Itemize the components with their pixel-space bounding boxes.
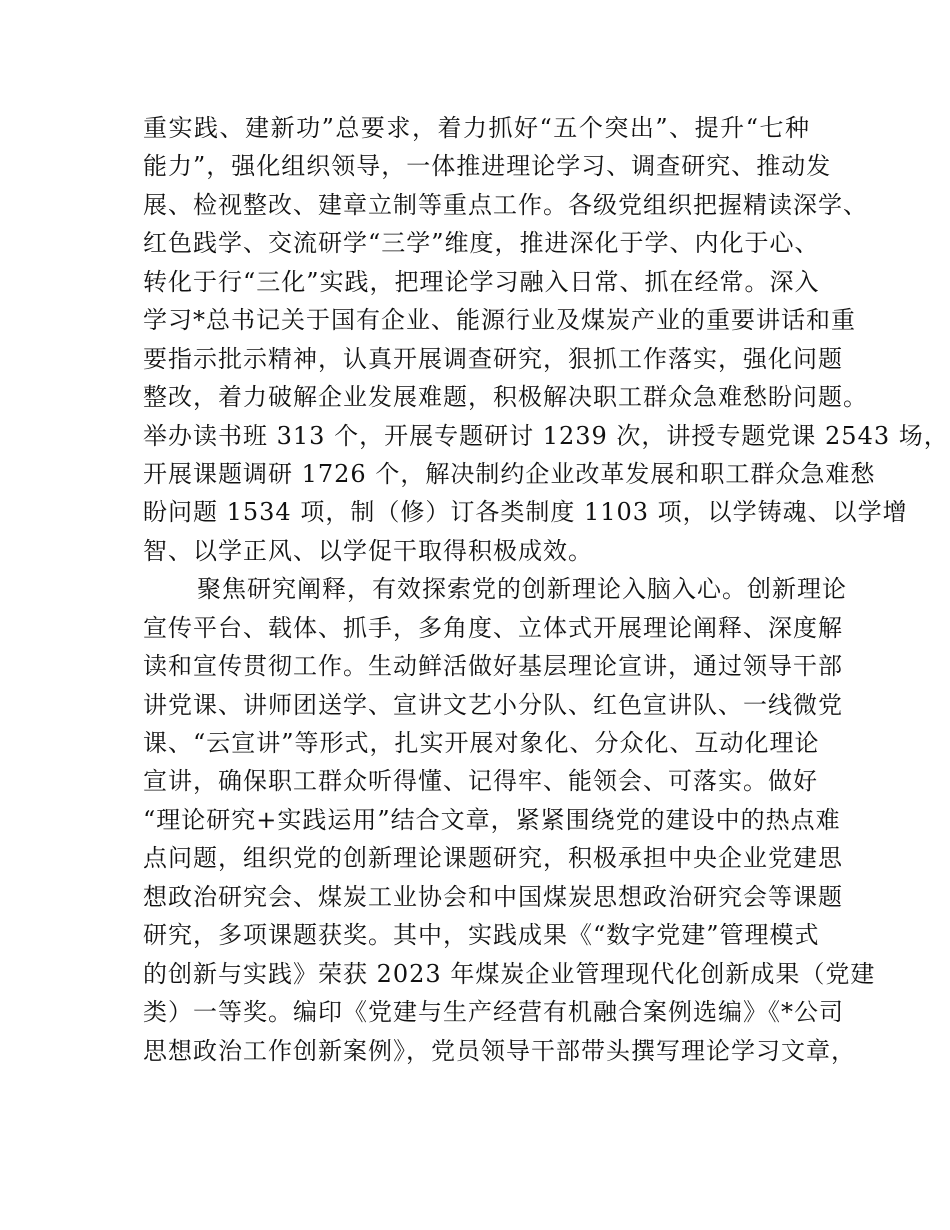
document-body [143, 109, 949, 1070]
paragraph-2-line-13: 思想政治工作创新案例》，党员领导干部带头撰写理论学习文章， [143, 1036, 856, 1065]
paragraph-1-line-4: 红色践学、交流研学“三学”维度，推进深化于学、内化于心、 [143, 229, 820, 258]
paragraph-2-line-4: 讲党课、讲师团送学、宣讲文艺小分队、红色宣讲队、一线微党 [143, 690, 843, 719]
paragraph-1-line-2: 能力”，强化组织领导，一体推进理论学习、调查研究、推动发 [143, 152, 832, 181]
paragraph-2-line-5: 课、“云宣讲”等形式，扎实开展对象化、分众化、互动化理论 [143, 729, 820, 757]
paragraph-2-line-8: 点问题，组织党的创新理论课题研究，积极承担中央企业党建思 [143, 844, 843, 873]
paragraph-1-line-11: 盼问题 1534 项，制（修）订各类制度 1103 项，以学铸魂、以学增 [143, 498, 908, 527]
paragraph-1-line-1: 重实践、建新功”总要求，着力抓好“五个突出”、提升“七种 [143, 114, 810, 142]
paragraph-2-line-12: 类）一等奖。编印《党建与生产经营有机融合案例选编》《*公司 [143, 998, 844, 1027]
paragraph-2-line-11: 的创新与实践》荣获 2023 年煤炭企业管理现代化创新成果（党建 [143, 959, 876, 988]
paragraph-1-line-5: 转化于行“三化”实践，把理论学习融入日常、抓在经常。深入 [143, 267, 820, 296]
paragraph-2-line-6: 宣讲，确保职工群众听得懂、记得牢、能领会、可落实。做好 [143, 767, 818, 796]
paragraph-1-line-7: 要指示批示精神，认真开展调查研究，狠抓工作落实，强化问题 [143, 344, 843, 373]
paragraph-1-line-9: 举办读书班 313 个，开展专题研讨 1239 次，讲授专题党课 2543 场， [143, 421, 949, 450]
paragraph-1-line-6: 学习*总书记关于国有企业、能源行业及煤炭产业的重要讲话和重 [143, 306, 856, 335]
paragraph-2-line-7: “理论研究+实践运用”结合文章，紧紧围绕党的建设中的热点难 [143, 805, 841, 834]
paragraph-1-line-12: 智、以学正风、以学促干取得积极成效。 [143, 536, 593, 565]
paragraph-1-line-10: 开展课题调研 1726 个，解决制约企业改革发展和职工群众急难愁 [143, 459, 876, 488]
paragraph-2-line-10: 研究，多项课题获奖。其中，实践成果《“数字党建”管理模式 [143, 921, 820, 950]
paragraph-1-line-8: 整改，着力破解企业发展难题，积极解决职工群众急难愁盼问题。 [143, 383, 868, 412]
paragraph-2-line-2: 宣传平台、载体、抓手，多角度、立体式开展理论阐释、深度解 [143, 613, 843, 642]
paragraph-2-line-3: 读和宣传贯彻工作。生动鲜活做好基层理论宣讲，通过领导干部 [143, 652, 843, 681]
paragraph-2-line-1: 聚焦研究阐释，有效探索党的创新理论入脑入心。创新理论 [197, 575, 847, 604]
paragraph-1-line-3: 展、检视整改、建章立制等重点工作。各级党组织把握精读深学、 [143, 190, 868, 219]
paragraph-2-line-9: 想政治研究会、煤炭工业协会和中国煤炭思想政治研究会等课题 [143, 882, 843, 911]
